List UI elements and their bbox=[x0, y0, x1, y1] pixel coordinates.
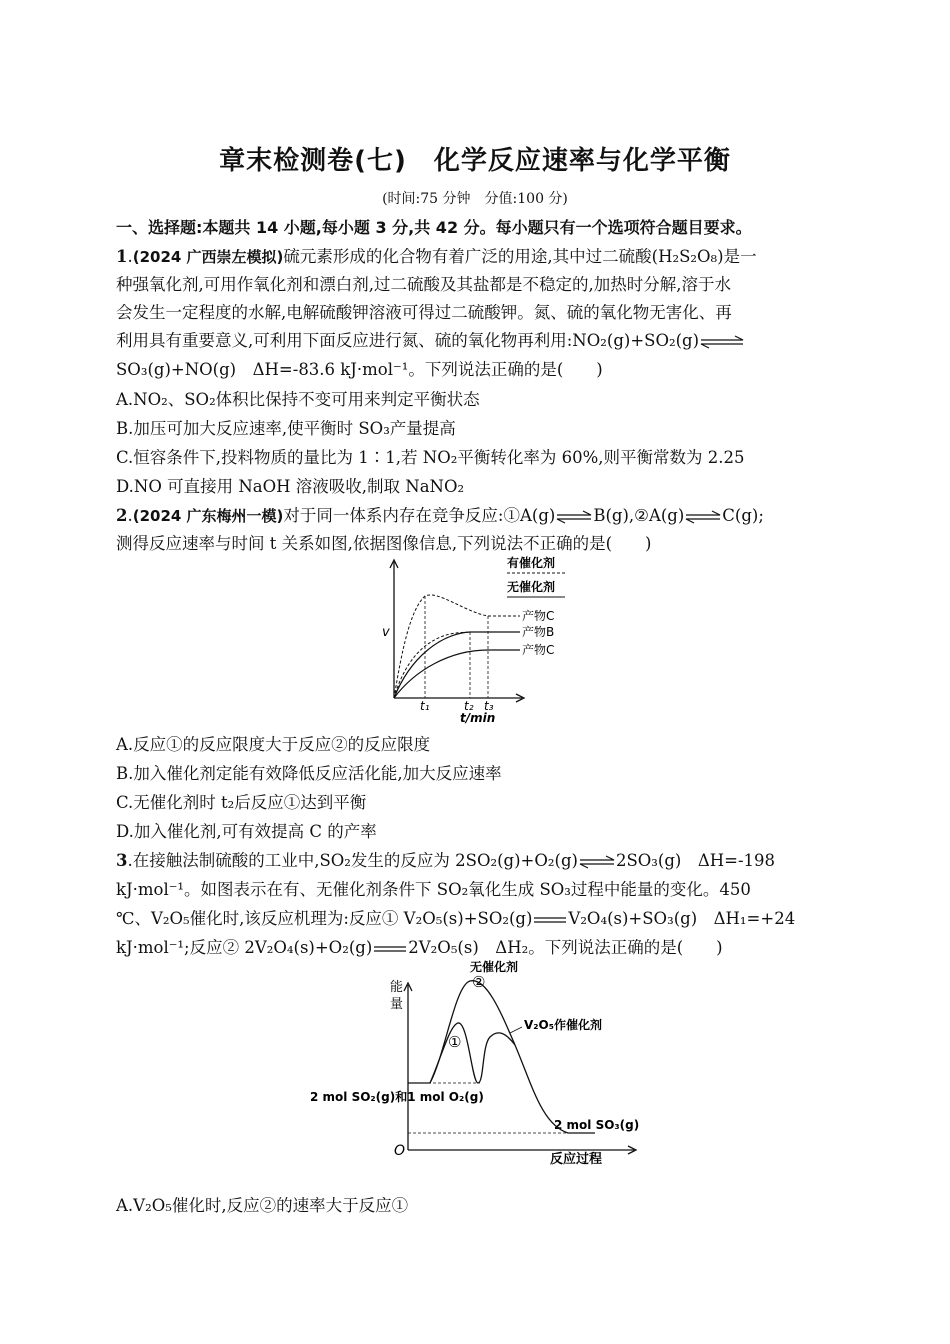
q2-option-b: B.加入催化剂定能有效降低反应活化能,加大反应速率 bbox=[116, 764, 502, 783]
q1-line-3: 会发生一定程度的水解,电解硫酸钾溶液可得过二硫酸钾。氮、硫的氧化物无害化、再 bbox=[116, 303, 732, 322]
question-source: (2024 广东梅州一模) bbox=[132, 507, 284, 525]
step-1-marker: ① bbox=[448, 1033, 462, 1051]
q1-line-2: 种强氧化剂,可用作氧化剂和漂白剂,过二硫酸及其盐都是不稳定的,加热时分解,溶于水 bbox=[116, 275, 731, 294]
page-title: 章末检测卷(七) 化学反应速率与化学平衡 bbox=[219, 146, 731, 176]
origin-label: O bbox=[394, 1143, 406, 1159]
question-number: 2 bbox=[116, 506, 128, 525]
reactant-label: 2 mol SO₂(g)和1 mol O₂(g) bbox=[310, 1090, 484, 1104]
tick-t1: t₁ bbox=[420, 699, 430, 713]
no-catalyst-label: 无催化剂 bbox=[470, 960, 519, 974]
y-axis-label-2: 量 bbox=[390, 997, 404, 1012]
label-product-c-bottom: 产物C bbox=[522, 643, 555, 657]
exam-info: (时间:75 分钟 分值:100 分) bbox=[382, 191, 568, 207]
q3-line-4: kJ·mol⁻¹;反应② 2V₂O₄(s)+O₂(g) 2V₂O₅(s) ΔH₂。下列说法正确的是( ) bbox=[116, 938, 723, 957]
section-heading: 一、选择题:本题共 14 小题,每小题 3 分,共 42 分。每小题只有一个选项符合题目要求。 bbox=[116, 218, 752, 237]
y-axis-label: v bbox=[382, 625, 390, 640]
step-2-marker: ② bbox=[472, 973, 486, 991]
q2-line-2: 测得反应速率与时间 t 关系如图,依据图像信息,下列说法不正确的是( ) bbox=[116, 534, 652, 553]
equilibrium-arrow-icon bbox=[684, 510, 722, 524]
curve-product-c bbox=[394, 650, 520, 698]
equilibrium-arrow-icon bbox=[578, 855, 616, 869]
product-label: 2 mol SO₃(g) bbox=[554, 1118, 640, 1132]
q1-option-b: B.加压可加大反应速率,使平衡时 SO₃产量提高 bbox=[116, 419, 456, 438]
q3-line-3: ℃、V₂O₅催化时,该反应机理为:反应① V₂O₅(s)+SO₂(g) V₂O₄(s)+SO₃(g) ΔH₁=+24 bbox=[116, 909, 796, 928]
equilibrium-arrow-icon bbox=[699, 335, 745, 349]
equals-sign-icon bbox=[372, 942, 408, 956]
q3-line-1: 3.在接触法制硫酸的工业中,SO₂发生的反应为 2SO₂(g)+O₂(g) 2SO₃(g) ΔH=-198 bbox=[116, 851, 776, 870]
catalyst-pointer bbox=[510, 1027, 522, 1033]
v2o5-catalyst-label: V₂O₅作催化剂 bbox=[524, 1018, 603, 1032]
label-product-c-top: 产物C bbox=[522, 609, 555, 623]
curve-no-catalyst bbox=[408, 981, 595, 1133]
q1-option-c: C.恒容条件下,投料物质的量比为 1∶1,若 NO₂平衡转化率为 60%,则平衡常数为 2.25 bbox=[116, 448, 745, 467]
q2-option-c: C.无催化剂时 t₂后反应①达到平衡 bbox=[116, 793, 367, 812]
q2-option-a: A.反应①的反应限度大于反应②的反应限度 bbox=[116, 735, 431, 754]
legend-catalyst: 有催化剂 bbox=[507, 556, 556, 570]
q3-option-a: A.V₂O₅催化时,反应②的速率大于反应① bbox=[116, 1196, 409, 1215]
q2-option-d: D.加入催化剂,可有效提高 C 的产率 bbox=[116, 822, 377, 841]
question-number: 1 bbox=[116, 247, 128, 266]
question-source: (2024 广西崇左模拟) bbox=[132, 248, 284, 266]
q1-option-a: A.NO₂、SO₂体积比保持不变可用来判定平衡状态 bbox=[116, 390, 480, 409]
question-number: 3 bbox=[116, 851, 128, 870]
curve-product-c-catalyst bbox=[394, 595, 520, 698]
q1-line-1: 1.(2024 广西崇左模拟)硫元素形成的化合物有着广泛的用途,其中过二硫酸(H₂S₂O₈)是一 bbox=[116, 247, 757, 266]
x-axis-label: t/min bbox=[460, 711, 496, 725]
tick-t3: t₃ bbox=[484, 699, 494, 713]
q1-option-d: D.NO 可直接用 NaOH 溶液吸收,制取 NaNO₂ bbox=[116, 477, 465, 496]
curve-product-b bbox=[394, 632, 520, 698]
q1-line-4: 利用具有重要意义,可利用下面反应进行氮、硫的氧化物再利用:NO₂(g)+SO₂(g) bbox=[116, 327, 836, 355]
energy-profile-chart bbox=[310, 955, 650, 1170]
y-axis-label-1: 能 bbox=[390, 980, 404, 995]
q3-line-2: kJ·mol⁻¹。如图表示在有、无催化剂条件下 SO₂氧化生成 SO₃过程中能量的变化。450 bbox=[116, 880, 751, 899]
q2-line-1: 2.(2024 广东梅州一模)对于同一体系内存在竞争反应:①A(g) B(g),②A(g) C(g); bbox=[116, 506, 764, 525]
x-axis-label: 反应过程 bbox=[550, 1152, 603, 1167]
label-product-b: 产物B bbox=[522, 625, 555, 639]
equilibrium-arrow-icon bbox=[555, 510, 593, 524]
rate-time-chart bbox=[380, 550, 600, 730]
legend-no-catalyst: 无催化剂 bbox=[507, 580, 556, 594]
q1-line-5: SO₃(g)+NO(g) ΔH=-83.6 kJ·mol⁻¹。下列说法正确的是( ) bbox=[116, 360, 603, 379]
curve-v2o5-catalyst bbox=[430, 1023, 515, 1083]
tick-t2: t₂ bbox=[464, 699, 474, 713]
equals-sign-icon bbox=[532, 913, 568, 927]
